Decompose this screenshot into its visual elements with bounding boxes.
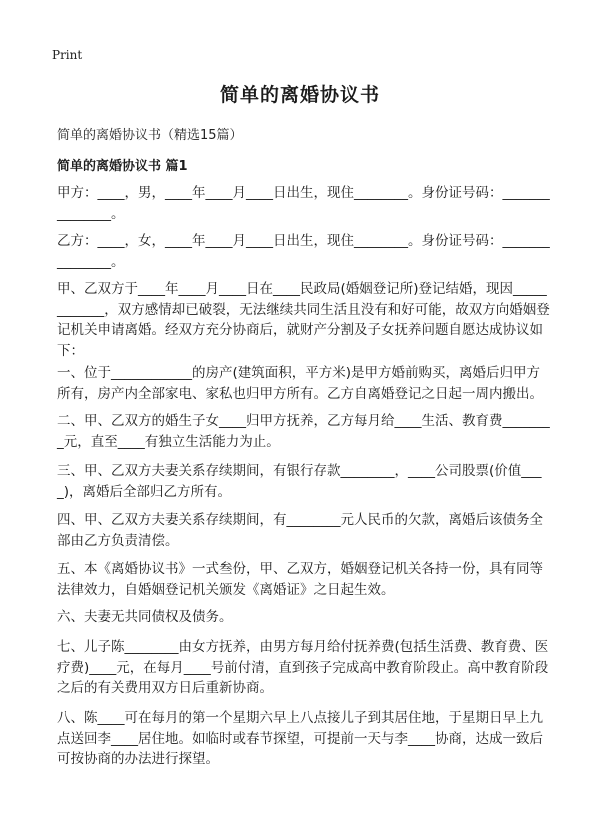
paragraph-party-a: 甲方：____，男，____年____月____日出生，现住________。身份证号码：_______________。 (57, 185, 550, 222)
paragraph-party-b: 乙方：____，女，____年____月____日出生，现住________。身份证号码：_______________。 (57, 233, 550, 270)
paragraph-clause-3: 三、甲、乙双方夫妻关系存续期间，有银行存款________，____公司股票(价值____)，离婚后全部归乙方所有。 (57, 463, 542, 500)
section-heading: 简单的离婚协议书 篇1 (57, 159, 188, 174)
paragraph-clause-5: 五、本《离婚协议书》一式叁份，甲、乙双方，婚姻登记机关各持一份，具有同等法律效力，自婚姻登记机关颁发《离婚证》之日起生效。 (57, 561, 543, 598)
paragraph-clause-6: 六、夫妻无共同债权及债务。 (57, 609, 233, 625)
paragraph-clause-7: 七、儿子陈________由女方抚养，由男方每月给付抚养费(包括生活费、教育费、医疗费)____元，在每月____号前付清，直到孩子完成高中教育阶段止。高中教育阶段之后的有关费用双方日后重新协商。 (57, 639, 549, 696)
print-link[interactable]: Print (52, 48, 83, 62)
document-subtitle: 简单的离婚协议书（精选15篇） (57, 128, 243, 143)
paragraph-clause-1: 一、位于____________的房产(建筑面积，平方米)是甲方婚前购买，离婚后归甲方所有，房产内全部家电、家私也归甲方所有。乙方自离婚登记之日起一周内搬出。 (57, 365, 543, 402)
document-title: 简单的离婚协议书 (219, 84, 380, 106)
paragraph-clause-4: 四、甲、乙双方夫妻关系存续期间，有________元人民币的欠款，离婚后该债务全部由乙方负责清偿。 (57, 512, 543, 549)
paragraph-preamble: 甲、乙双方于____年____月____日在____民政局(婚姻登记所)登记结婚，现因____________，双方感情却已破裂，无法继续共同生活且没有和好可能，故双方向婚姻登记机关申请离婚。经双方充分协商后，就财产分割及子女抚养问题自愿达成协议如下： (57, 281, 550, 359)
paragraph-clause-2: 二、甲、乙双方的婚生子女____归甲方抚养，乙方每月给____生活、教育费________元，直至____有独立生活能力为止。 (57, 413, 550, 450)
paragraph-clause-8: 八、陈____可在每月的第一个星期六早上八点接儿子到其居住地，于星期日早上九点送回李____居住地。如临时或春节探望，可提前一天与李____协商，达成一致后可按协商的办法进行探望。 (57, 710, 543, 767)
